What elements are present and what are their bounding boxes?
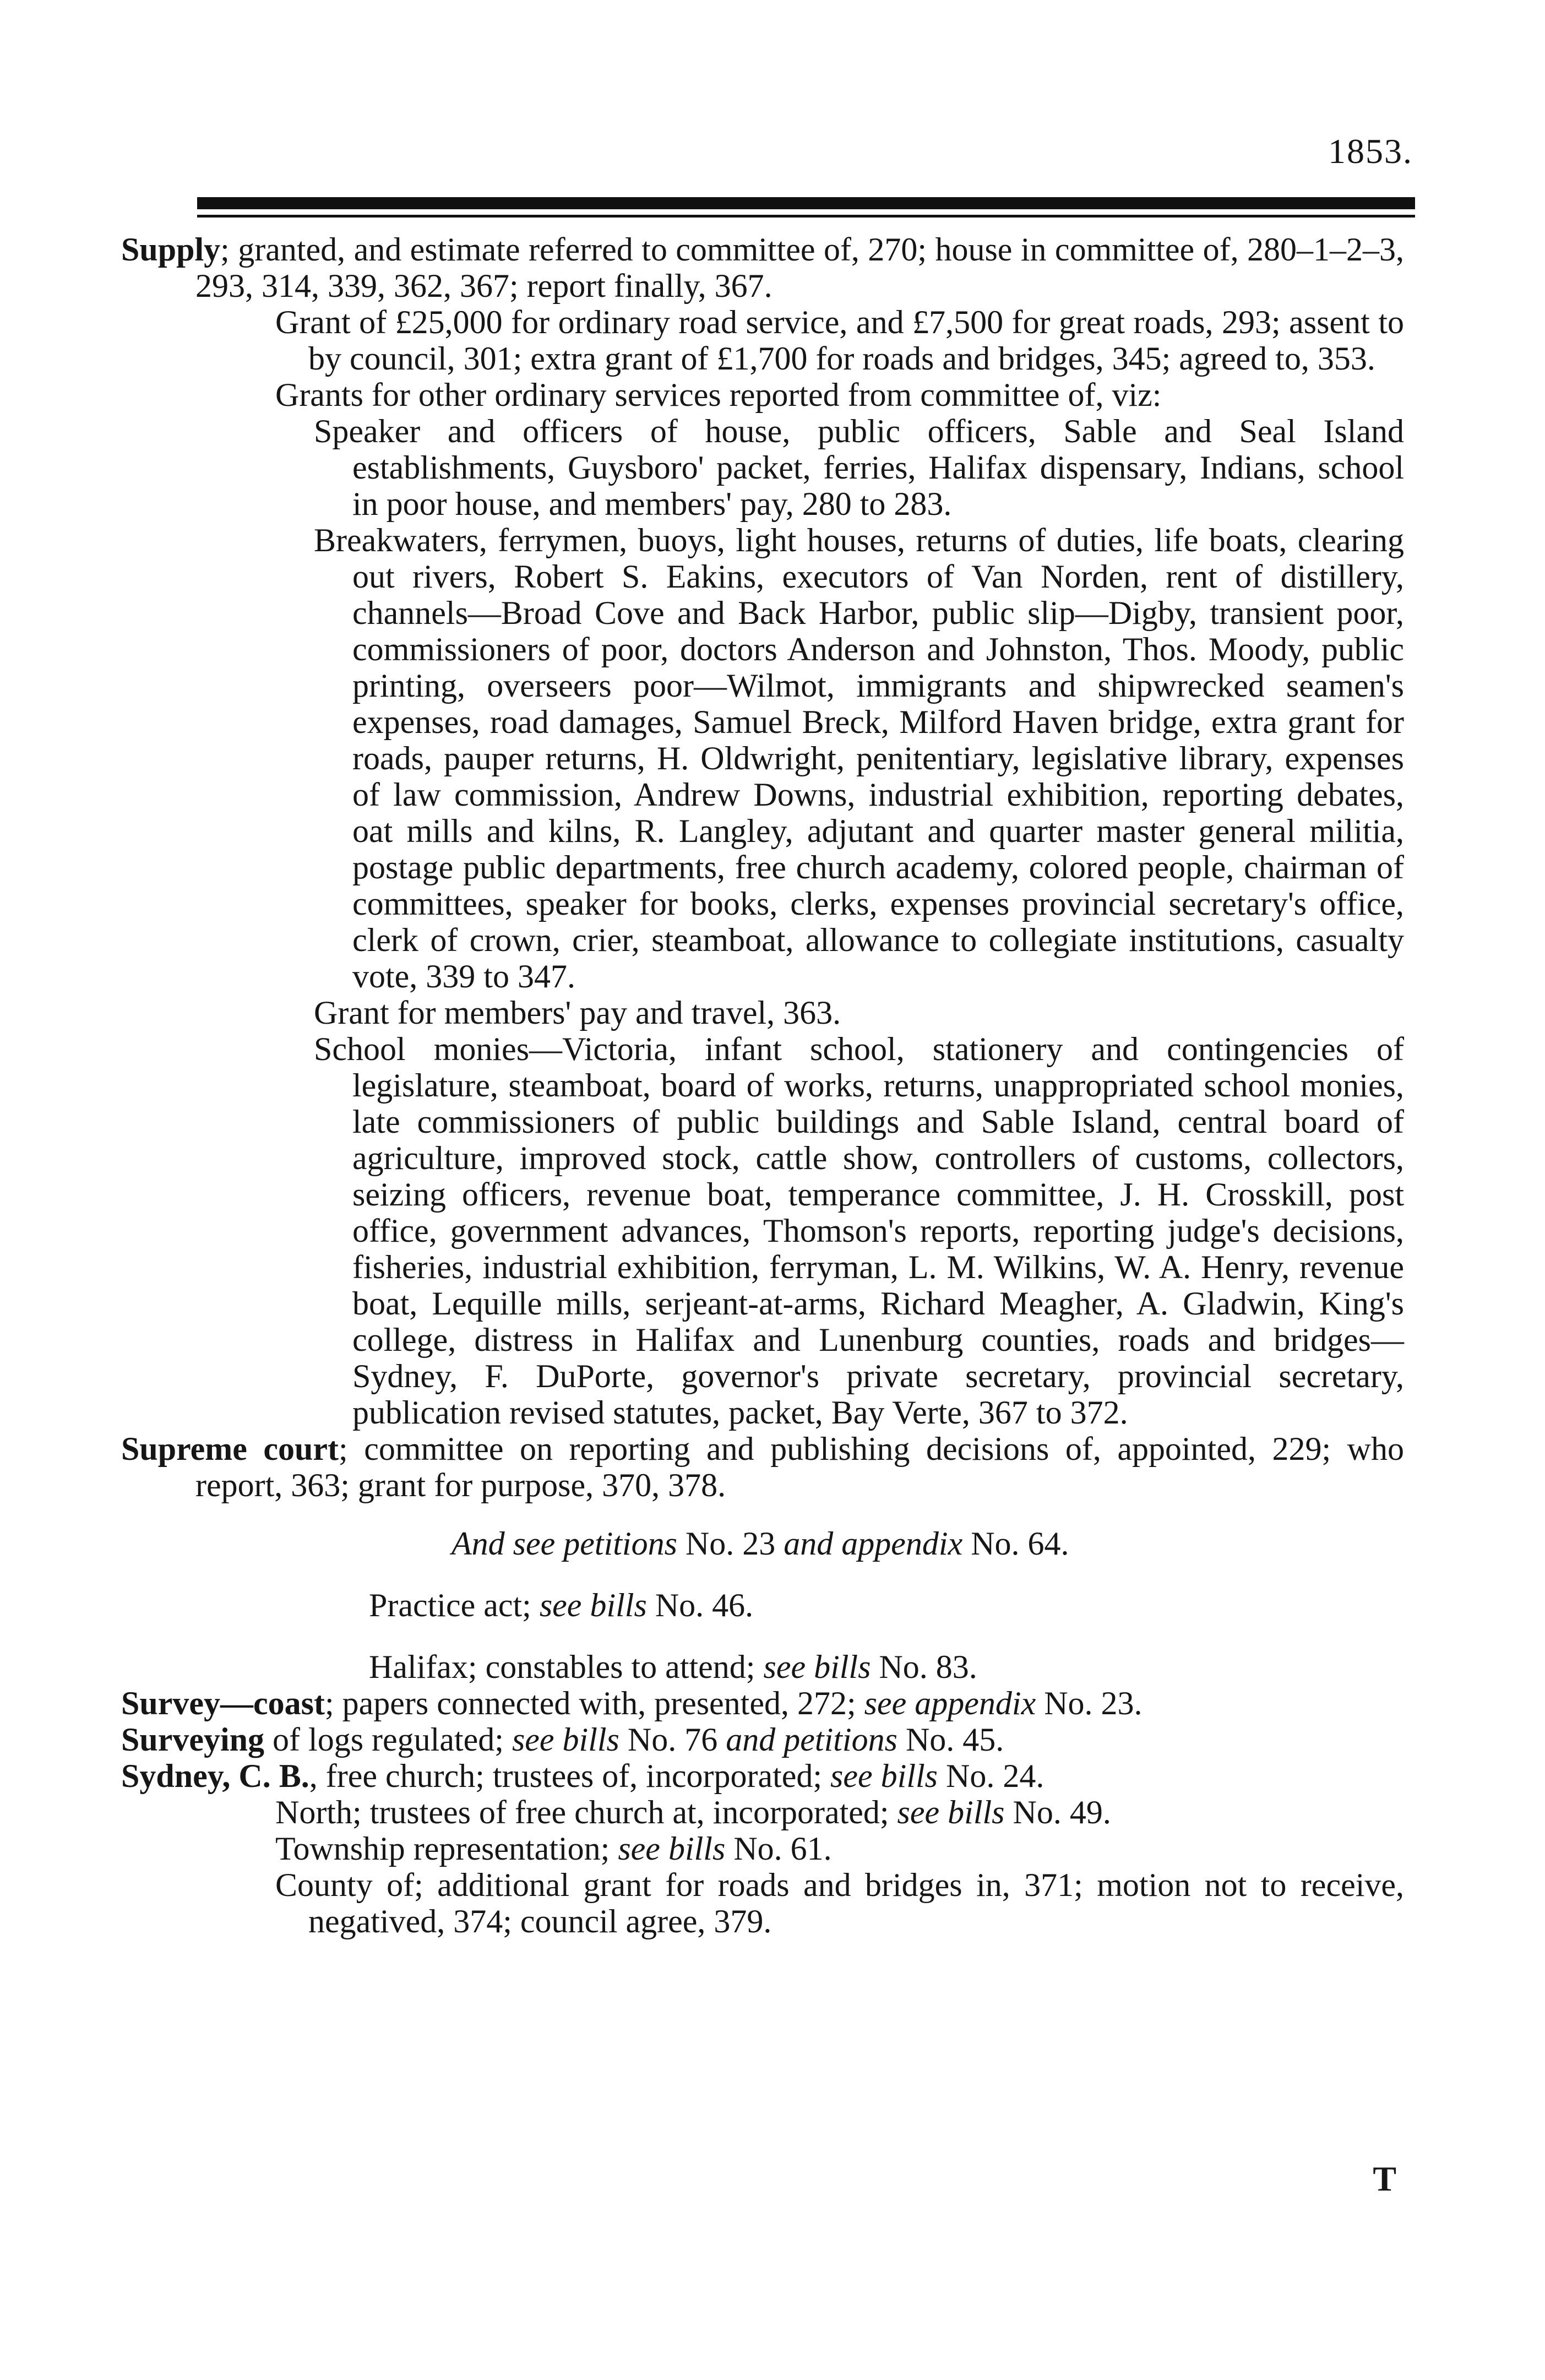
supreme-court-see-also: And see petitions No. 23 and appendix No. 64. [451, 1525, 1069, 1562]
supreme-court-practice-act: Practice act; see bills No. 46. [369, 1587, 754, 1623]
entry-text: ; granted, and estimate referred to committee of, 270; house in committee of, 280–1–2–3, 293, 314, 339, 362, 367; report finally, 367. [195, 231, 1404, 304]
signature-mark: T [1373, 2159, 1396, 2198]
supply-breakwaters: Breakwaters, ferrymen, buoys, light houses, returns of duties, life boats, clearing out rivers, Robert S. Eakins, executors of Van Norden, rent of distillery, channels—Broad Cove and Back Harbor, public slip—Digby, transient poor, commissioners of poor, doctors Anderson and Johnston, Thos. Moody, public printing, overseers poor—Wilmot, immigrants and shipwrecked seamen's expenses, road damages, Samuel Breck, Milford Haven bridge, extra grant for roads, pauper returns, H. Oldwright, penitentiary, legislative library, expenses of law commission, Andrew Downs, industrial exhibition, reporting debates, oat mills and kilns, R. Langley, adjutant and quarter master general militia, postage public departments, free church academy, colored people, chairman of committees, speaker for books, clerks, expenses provincial secretary's office, clerk of crown, crier, steamboat, allowance to collegiate institutions, casualty vote, 339 to 347. [314, 522, 1404, 995]
header-rule-thick [197, 197, 1415, 209]
entry-heading: Sydney, C. B. [121, 1758, 309, 1794]
entry-sydney: Sydney, C. B., free church; trustees of, incorporated; see bills No. 24. [121, 1758, 1044, 1794]
page-year: 1853. [1328, 132, 1413, 171]
entry-heading: Surveying [121, 1721, 265, 1758]
supply-other-services: Grants for other ordinary services reported from committee of, viz: [275, 377, 1162, 413]
entry-heading: Survey—coast [121, 1685, 325, 1721]
entry-text: ; committee on reporting and publishing decisions of, appointed, 229; who report, 363; grant for purpose, 370, 378. [195, 1431, 1405, 1503]
supply-school-monies: School monies—Victoria, infant school, stationery and contingencies of legislature, steamboat, board of works, returns, unappropriated school monies, late commissioners of public buildings and Sable Island, central board of agriculture, improved stock, cattle show, controllers of customs, collectors, seizing officers, revenue boat, temperance committee, J. H. Crosskill, post office, government advances, Thomson's reports, reporting judge's decisions, fisheries, industrial exhibition, ferryman, L. M. Wilkins, W. A. Henry, revenue boat, Lequille mills, serjeant-at-arms, Richard Meagher, A. Gladwin, King's college, distress in Halifax and Lunenburg counties, roads and bridges—Sydney, F. DuPorte, governor's private secretary, provincial secretary, publication revised statutes, packet, Bay Verte, 367 to 372. [314, 1031, 1404, 1431]
entry-supply [121, 231, 1404, 304]
sydney-township: Township representation; see bills No. 61. [275, 1830, 832, 1867]
entry-supreme-court [121, 1431, 1404, 1503]
supply-speaker-officers: Speaker and officers of house, public officers, Sable and Seal Island establishments, Guysboro' packet, ferries, Halifax dispensary, Indians, school in poor house, and members' pay, 280 to 283. [314, 413, 1404, 522]
supply-grant-roads: Grant of £25,000 for ordinary road service, and £7,500 for great roads, 293; assent to by council, 301; extra grant of £1,700 for roads and bridges, 345; agreed to, 353. [275, 304, 1404, 377]
sydney-north: North; trustees of free church at, incorporated; see bills No. 49. [275, 1794, 1111, 1830]
supreme-court-halifax: Halifax; constables to attend; see bills No. 83. [369, 1649, 977, 1685]
entry-survey-coast: Survey—coast; papers connected with, presented, 272; see appendix No. 23. [121, 1685, 1143, 1721]
index-content [121, 231, 1404, 1939]
entry-heading: Supply [121, 231, 221, 268]
header-rule-thin [197, 215, 1415, 218]
supply-members-pay: Grant for members' pay and travel, 363. [314, 995, 841, 1031]
entry-heading: Supreme court [121, 1431, 339, 1467]
sydney-county: County of; additional grant for roads and bridges in, 371; motion not to receive, negatived, 374; council agree, 379. [275, 1867, 1404, 1939]
entry-surveying-logs: Surveying of logs regulated; see bills No. 76 and petitions No. 45. [121, 1721, 1004, 1758]
